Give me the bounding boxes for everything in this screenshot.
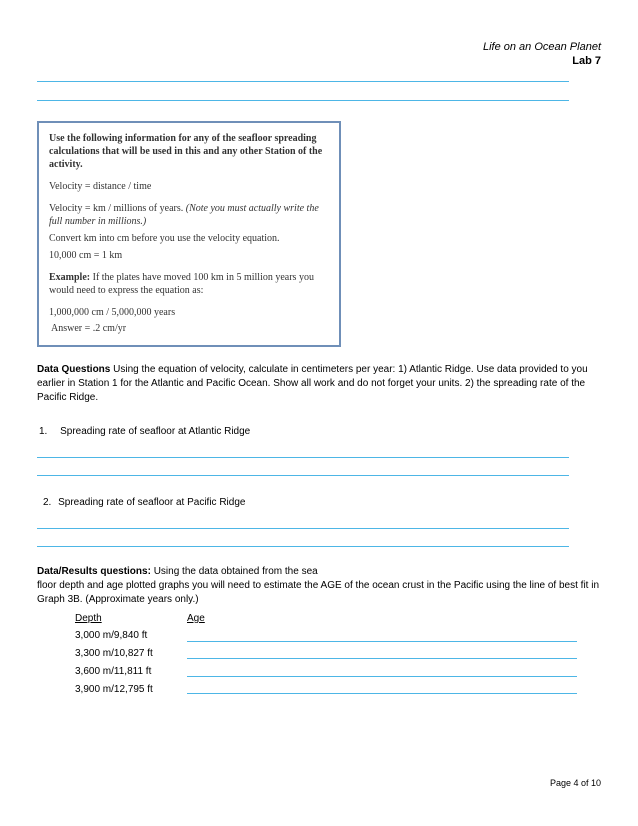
answer-line[interactable] [37, 546, 569, 547]
info-answer: Answer = .2 cm/yr [51, 323, 127, 334]
results-text-line1: Using the data obtained from the sea [153, 566, 318, 577]
depth-header: Depth [75, 613, 102, 624]
question-1 [39, 425, 250, 439]
depth-row: 3,300 m/10,827 ft [75, 648, 153, 659]
depth-row: 3,600 m/11,811 ft [75, 666, 152, 677]
results-first-line [37, 565, 318, 579]
info-example-label: Example: [49, 272, 91, 283]
answer-line[interactable] [37, 475, 569, 476]
question-1-text: Spreading rate of seafloor at Atlantic Ridge [60, 426, 251, 437]
page-number: Page 4 of 10 [549, 778, 601, 788]
question-2-text: Spreading rate of seafloor at Pacific Ridge [58, 497, 246, 508]
question-2-number: 2. [43, 497, 52, 508]
age-answer-line[interactable] [187, 693, 577, 694]
info-note: (Note you must actually write the full number in millions.) [49, 203, 319, 227]
age-answer-line[interactable] [187, 641, 577, 642]
answer-line[interactable] [37, 457, 569, 458]
header-title: Life on an Ocean Planet [482, 41, 601, 53]
info-example [49, 271, 329, 297]
info-velocity-units-text: Velocity = km / millions of years. [49, 203, 184, 214]
age-answer-line[interactable] [187, 676, 577, 677]
data-questions-text: Using the equation of velocity, calculate in centimeters per year: 1) Atlantic Ridge. Use data provided to you earlier in Station 1 for the Atlantic and Pacific Ocean. Show all work and do not forget your units. 2) the spreading rate of the Pacific Ridge. [37, 364, 588, 403]
info-intro: Use the following information for any of the seafloor spreading calculations that will be used in this and any other Station of the activity. [49, 133, 323, 170]
header-lab: Lab 7 [572, 55, 601, 67]
question-2 [43, 496, 245, 510]
results-label: Data/Results questions: [37, 566, 151, 577]
info-example-text: If the plates have moved 100 km in 5 million years you would need to express the equation as: [49, 272, 314, 296]
info-equation: 1,000,000 cm / 5,000,000 years [49, 307, 176, 318]
age-header: Age [187, 613, 205, 624]
answer-line [37, 81, 569, 82]
data-questions [37, 363, 603, 405]
question-1-number: 1. [39, 426, 48, 437]
results-text: floor depth and age plotted graphs you will need to estimate the AGE of the ocean crust in the Pacific using the line of best fit in Graph 3B. (Approximate years only.) [37, 580, 600, 605]
info-velocity-formula: Velocity = distance / time [49, 181, 152, 192]
answer-line [37, 100, 569, 101]
info-box [37, 121, 341, 347]
info-convert: Convert km into cm before you use the velocity equation. [49, 233, 280, 244]
age-answer-line[interactable] [187, 658, 577, 659]
depth-row: 3,000 m/9,840 ft [75, 630, 148, 641]
data-questions-label: Data Questions [37, 364, 111, 375]
info-velocity-units [49, 202, 329, 228]
info-conversion: 10,000 cm = 1 km [49, 250, 123, 261]
answer-line[interactable] [37, 528, 569, 529]
depth-row: 3,900 m/12,795 ft [75, 684, 153, 695]
